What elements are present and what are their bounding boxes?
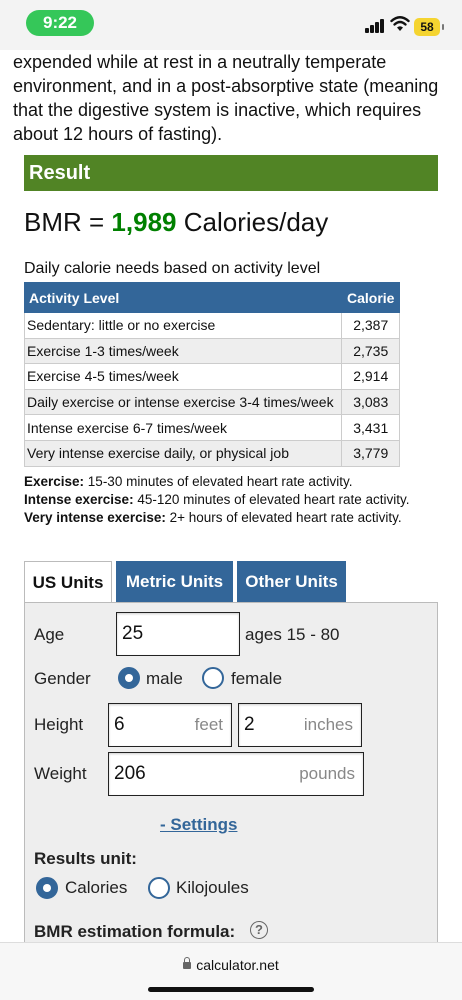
height-inches-unit: inches xyxy=(303,715,353,734)
results-calories-radio[interactable] xyxy=(36,877,58,899)
formula-label: BMR estimation formula: xyxy=(34,922,236,941)
calorie-table xyxy=(24,282,400,467)
battery-icon: 58 xyxy=(414,18,440,36)
results-kilojoules-label[interactable]: Kilojoules xyxy=(176,878,249,897)
status-bar xyxy=(0,0,462,50)
browser-bottom-bar xyxy=(0,942,462,1000)
table-row xyxy=(25,338,400,364)
height-feet-input[interactable] xyxy=(108,703,232,747)
calorie-cell: 2,735 xyxy=(342,338,400,364)
note-text: 45-120 minutes of elevated heart rate activity. xyxy=(133,492,410,507)
url-text: calculator.net xyxy=(196,957,279,973)
gender-male-radio[interactable] xyxy=(118,667,140,689)
tab-metric-units[interactable]: Metric Units xyxy=(116,561,233,603)
gender-male-label[interactable]: male xyxy=(146,669,183,688)
results-unit-label: Results unit: xyxy=(34,849,137,868)
calorie-cell: 3,431 xyxy=(342,415,400,441)
weight-input[interactable] xyxy=(108,752,364,796)
table-caption: Daily calorie needs based on activity level xyxy=(24,260,321,277)
gender-female-label[interactable]: female xyxy=(231,669,283,688)
table-row xyxy=(25,389,400,415)
note-term: Intense exercise: xyxy=(24,492,134,507)
table-row xyxy=(25,364,400,390)
activity-cell: Exercise 1-3 times/week xyxy=(25,338,342,364)
settings-link[interactable]: - Settings xyxy=(160,815,238,834)
results-calories-label[interactable]: Calories xyxy=(65,878,128,897)
note-text: 15-30 minutes of elevated heart rate activity. xyxy=(84,474,353,489)
note-line xyxy=(24,509,409,527)
tab-other-units[interactable]: Other Units xyxy=(237,561,346,603)
table-row xyxy=(25,313,400,339)
calorie-cell: 2,387 xyxy=(342,313,400,339)
status-time: 9:22 xyxy=(26,10,94,36)
age-input[interactable]: 25 xyxy=(116,612,240,656)
activity-cell: Sedentary: little or no exercise xyxy=(25,313,342,339)
bmr-prefix: BMR = xyxy=(24,207,112,237)
bmr-value: 1,989 xyxy=(111,207,177,237)
note-term: Very intense exercise: xyxy=(24,510,166,525)
home-indicator[interactable] xyxy=(148,987,314,992)
result-header: Result xyxy=(24,155,438,191)
exercise-notes xyxy=(24,473,409,527)
column-header-calorie: Calorie xyxy=(342,283,400,313)
signal-icon xyxy=(365,19,385,33)
height-label: Height xyxy=(34,715,84,734)
column-header-activity: Activity Level xyxy=(25,283,342,313)
height-feet-value: 6 xyxy=(114,714,125,735)
intro-paragraph: expended while at rest in a neutrally temperate environment, and in a post-absorptive state (meaning that the digestive system is inactive, which requires about 12 hours of fasting). xyxy=(13,52,439,144)
height-feet-unit: feet xyxy=(194,715,223,734)
table-row xyxy=(25,415,400,441)
height-inches-value: 2 xyxy=(244,714,255,735)
url-bar[interactable] xyxy=(0,957,462,973)
activity-cell: Intense exercise 6-7 times/week xyxy=(25,415,342,441)
results-kilojoules-radio[interactable] xyxy=(148,877,170,899)
weight-label: Weight xyxy=(34,764,87,783)
calorie-cell: 3,779 xyxy=(342,440,400,466)
wifi-icon xyxy=(390,15,410,33)
calorie-cell: 2,914 xyxy=(342,364,400,390)
height-inches-input[interactable] xyxy=(238,703,362,747)
weight-value: 206 xyxy=(114,763,146,784)
activity-cell: Very intense exercise daily, or physical job xyxy=(25,440,342,466)
note-line xyxy=(24,491,409,509)
note-term: Exercise: xyxy=(24,474,85,489)
bmr-result xyxy=(24,205,328,239)
gender-female-radio[interactable] xyxy=(202,667,224,689)
lock-icon xyxy=(183,962,191,969)
activity-cell: Daily exercise or intense exercise 3-4 times/week xyxy=(25,389,342,415)
weight-unit: pounds xyxy=(299,764,355,783)
calorie-cell: 3,083 xyxy=(342,389,400,415)
note-line xyxy=(24,473,409,491)
gender-label: Gender xyxy=(34,669,91,688)
question-circle-icon[interactable]: ? xyxy=(250,921,268,939)
age-label: Age xyxy=(34,625,65,644)
note-text: 2+ hours of elevated heart rate activity. xyxy=(165,510,402,525)
table-row xyxy=(25,440,400,466)
table-header-row xyxy=(25,283,400,313)
age-hint: ages 15 - 80 xyxy=(245,625,340,644)
tab-us-units[interactable]: US Units xyxy=(24,561,112,604)
activity-cell: Exercise 4-5 times/week xyxy=(25,364,342,390)
bmr-unit: Calories/day xyxy=(176,207,329,237)
